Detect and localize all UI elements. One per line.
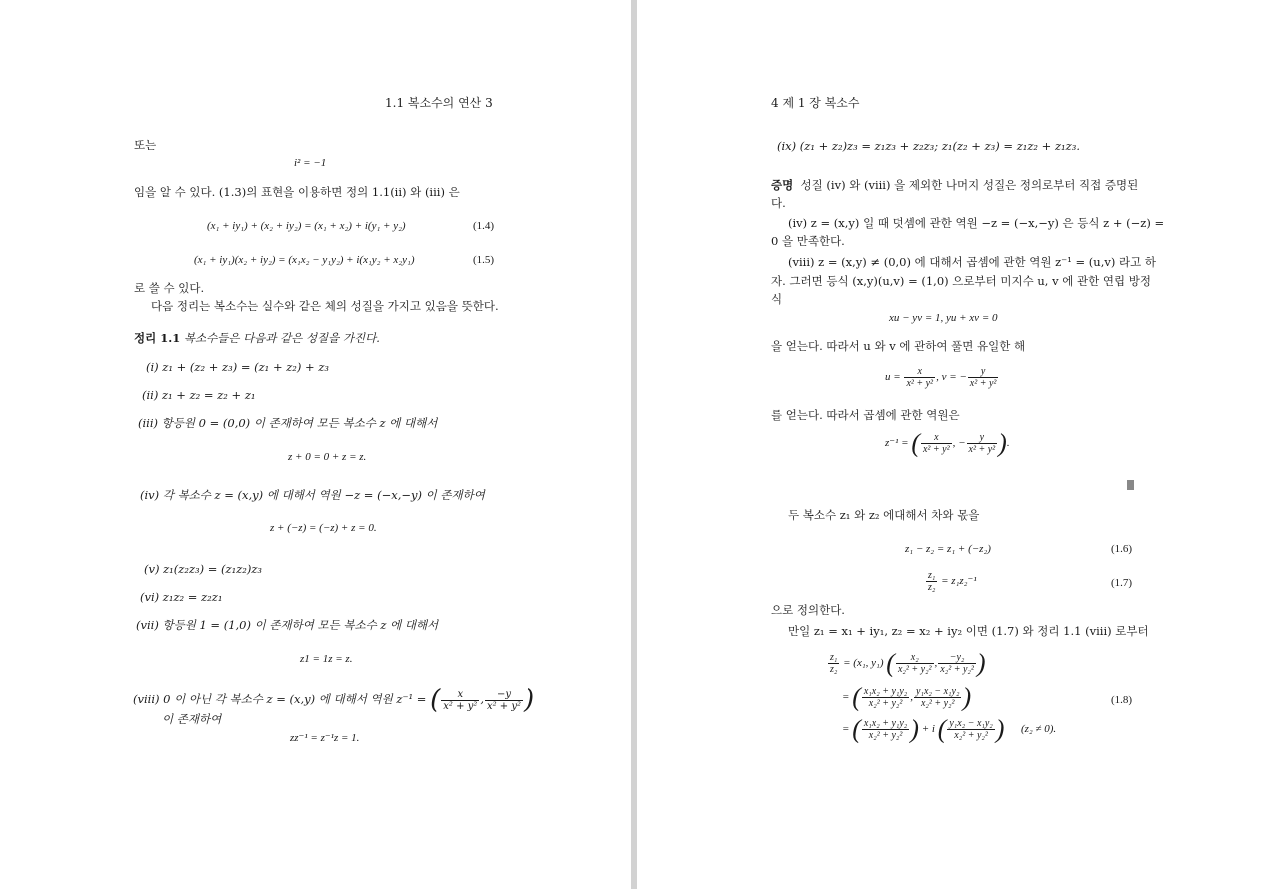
theorem-text: 복소수들은 다음과 같은 성질을 가진다. xyxy=(183,331,380,345)
numerator: y xyxy=(967,432,998,444)
denominator: x₂² + y₂² xyxy=(920,698,955,709)
text-line: 식 xyxy=(771,292,783,306)
equation-inverse: z⁻¹ = ( $\frac{x}{\text{x² + y²}}$ , − $\frac{y}{\text{x² + y²}}$ ). xyxy=(885,428,1010,458)
theorem-statement xyxy=(134,331,380,345)
theorem-label: 정리 1.1 xyxy=(134,331,181,345)
text-line: 다. xyxy=(771,196,786,210)
condition: (z₂ ≠ 0). xyxy=(1020,723,1057,736)
fraction xyxy=(485,689,523,712)
equation: z + 0 = 0 + z = z. xyxy=(288,451,367,463)
numerator: x xyxy=(904,366,935,378)
numerator: y₁x₂ − x₁y₂ xyxy=(949,718,993,729)
numerator: z₁ xyxy=(928,570,936,581)
equation-number: (1.4) xyxy=(473,220,495,232)
equation: xu − yv = 1, yu + xv = 0 xyxy=(889,312,998,324)
numerator: z₁ xyxy=(830,652,838,663)
numerator: −y₂ xyxy=(938,652,976,664)
equation-number: (1.5) xyxy=(473,254,495,266)
paren: ) xyxy=(998,428,1007,458)
equation-uv xyxy=(885,366,999,389)
text-line: 를 얻는다. 따라서 곱셈에 관한 역원은 xyxy=(771,408,960,422)
fraction xyxy=(862,718,909,741)
paren: ( xyxy=(852,714,861,744)
denominator: x² + y² xyxy=(486,700,522,712)
equation: z1 = 1z = z. xyxy=(300,653,353,665)
text-line: (viii) z = (x,y) ≠ (0,0) 에 대해서 곱셈에 관한 역원 z⁻¹ = (u,v) 라고 하 xyxy=(788,255,1156,269)
proof-line xyxy=(771,178,1138,192)
eq-part: u = xyxy=(885,371,901,384)
text-line: 임을 알 수 있다. (1.3)의 표현을 이용하면 정의 1.1(ii) 와 (iii) 은 xyxy=(134,185,460,199)
paren: ( xyxy=(852,682,861,712)
eq-part: = z₁z₂⁻¹ xyxy=(941,575,977,588)
paren: ) xyxy=(524,685,535,715)
property-item: (ix) (z₁ + z₂)z₃ = z₁z₃ + z₂z₃; z₁(z₂ + z₃) = z₁z₂ + z₁z₃. xyxy=(777,139,1080,153)
equation-1-6: z₁ − z₂ = z₁ + (−z₂) xyxy=(905,543,991,555)
running-header: 4 제 1 장 복소수 xyxy=(771,96,860,110)
eq-part: = (x₁, y₁) xyxy=(843,657,884,670)
property-item: (vii) 항등원 1 = (1,0) 이 존재하여 모든 복소수 z 에 대해서 xyxy=(136,618,439,632)
denominator: x² + y² xyxy=(443,700,478,712)
proof-label: 증명 xyxy=(771,178,794,192)
paren: ( xyxy=(886,648,895,678)
fraction xyxy=(441,689,479,712)
paren: ) xyxy=(962,682,972,712)
equation-1-8-line-2: = ( $\frac{\text{x₁x₂ + y₁y₂}}{\text{x₂² + y₂²}}$ , $\frac{\text{y₁x₂ − x₁y₂}}{\text{x₂² + y₂²}}$ ) xyxy=(842,682,972,712)
fraction xyxy=(828,652,839,675)
fraction xyxy=(967,432,998,455)
numerator: x xyxy=(921,432,952,444)
fraction xyxy=(947,718,994,741)
text-line: 로 쓸 수 있다. xyxy=(134,281,205,295)
text-line: 0 을 만족한다. xyxy=(771,234,845,248)
equation-1-8-line-3: = ( $\frac{\text{x₁x₂ + y₁y₂}}{\text{x₂² + y₂²}}$ ) + i ( $\frac{\text{y₁x₂ − x₁y₂}}{\text{x₂² + y₂²}}$ ) (z₂ ≠ 0). xyxy=(842,714,1057,744)
text-line: 다음 정리는 복소수는 실수와 같은 체의 성질을 가지고 있음을 뜻한다. xyxy=(151,299,499,313)
fraction xyxy=(921,432,952,455)
numerator: x xyxy=(441,689,479,701)
numerator: −y xyxy=(485,689,523,701)
property-item: (ii) z₁ + z₂ = z₂ + z₁ xyxy=(142,388,256,402)
text-line: 자. 그러면 등식 (x,y)(u,v) = (1,0) 으로부터 미지수 u, v 에 관한 연립 방정 xyxy=(771,274,1151,288)
text-line: 으로 정의한다. xyxy=(771,603,845,617)
numerator: y₁x₂ − x₁y₂ xyxy=(916,686,960,697)
denominator: x₂² + y₂² xyxy=(940,664,974,675)
equation: zz⁻¹ = z⁻¹z = 1. xyxy=(290,732,360,744)
equation-number: (1.7) xyxy=(1111,577,1133,589)
denominator: x² + y² xyxy=(969,378,997,389)
paren: ) xyxy=(995,714,1005,744)
left-page xyxy=(0,0,631,889)
fraction xyxy=(904,366,935,389)
eq-part: z⁻¹ = xyxy=(885,437,909,450)
fraction xyxy=(862,686,909,709)
equation: i² = −1 xyxy=(294,157,327,169)
equation-number: (1.8) xyxy=(1111,694,1133,706)
fraction xyxy=(938,652,976,675)
qed-mark xyxy=(1127,480,1134,490)
numerator: x₁x₂ + y₁y₂ xyxy=(863,686,908,697)
equation-1-4: (x₁ + iy₁) + (x₂ + iy₂) = (x₁ + x₂) + i(y₁ + y₂) xyxy=(207,220,406,232)
paren: ) xyxy=(910,714,919,744)
text-line: 두 복소수 z₁ 와 z₂ 에대해서 차와 몫을 xyxy=(788,508,980,522)
denominator: x₂² + y₂² xyxy=(868,698,903,709)
denominator: x₂² + y₂² xyxy=(868,730,903,741)
denominator: x₂² + y₂² xyxy=(897,664,932,675)
paren: ) xyxy=(976,648,986,678)
paren: ( xyxy=(430,685,441,715)
denominator: z₂ xyxy=(830,664,838,675)
fraction xyxy=(914,686,961,709)
property-item: (viii) 0 이 아닌 각 복소수 z = (x,y) 에 대해서 역원 z⁻¹ = ( $\frac{x}{\text{x² + y²}}$ , $\frac{-y}{\text{x² + y²}}$ ) xyxy=(133,685,535,715)
text-line: 만일 z₁ = x₁ + iy₁, z₂ = x₂ + iy₂ 이면 (1.7) 와 정리 1.1 (viii) 로부터 xyxy=(788,624,1149,638)
equation: z + (−z) = (−z) + z = 0. xyxy=(270,522,377,534)
fraction xyxy=(968,366,999,389)
property-item: (v) z₁(z₂z₃) = (z₁z₂)z₃ xyxy=(144,562,263,576)
right-page xyxy=(637,0,1266,889)
denominator: x₂² + y₂² xyxy=(954,730,988,741)
text-line: 을 얻는다. 따라서 u 와 v 에 관하여 풀면 유일한 해 xyxy=(771,339,1026,353)
numerator: x₂ xyxy=(896,652,934,664)
fraction xyxy=(926,570,937,593)
equation-1-8-line-1: $\frac{\text{z₁}}{\text{z₂}}$ = (x₁, y₁) ( $\frac{\text{x₂}}{\text{x₂² + y₂²}}$ , $\frac{\text{−y₂}}{\text{x₂² + y₂²}}$ ) xyxy=(830,648,986,678)
denominator: x² + y² xyxy=(968,444,996,455)
fraction xyxy=(896,652,934,675)
equation-number: (1.6) xyxy=(1111,543,1133,555)
property-item: (i) z₁ + (z₂ + z₃) = (z₁ + z₂) + z₃ xyxy=(146,360,330,374)
numerator: x₁x₂ + y₁y₂ xyxy=(863,718,908,729)
numerator: y xyxy=(968,366,999,378)
text-line: 이 존재하여 xyxy=(162,712,222,726)
property-text: (viii) 0 이 아닌 각 복소수 z = (x,y) 에 대해서 역원 z⁻¹ = xyxy=(133,692,427,706)
equation-1-7 xyxy=(925,570,977,593)
denominator: x² + y² xyxy=(922,444,950,455)
text-line: 또는 xyxy=(134,138,157,152)
proof-text: 성질 (iv) 와 (viii) 을 제외한 나머지 성질은 정의로부터 직접 증명된 xyxy=(800,178,1139,192)
property-item: (vi) z₁z₂ = z₂z₁ xyxy=(140,590,223,604)
equation-1-5: (x₁ + iy₁)(x₂ + iy₂) = (x₁x₂ − y₁y₂) + i(x₁y₂ + x₂y₁) xyxy=(194,254,415,266)
eq-part: , v = − xyxy=(936,371,967,384)
running-header: 1.1 복소수의 연산 3 xyxy=(385,96,493,110)
denominator: z₂ xyxy=(928,582,936,593)
paren: ( xyxy=(937,714,947,744)
text-line: (iv) z = (x,y) 일 때 덧셈에 관한 역원 −z = (−x,−y) 은 등식 z + (−z) = xyxy=(788,216,1165,230)
denominator: x² + y² xyxy=(906,378,934,389)
property-item: (iii) 항등원 0 = (0,0) 이 존재하여 모든 복소수 z 에 대해서 xyxy=(138,416,438,430)
property-item: (iv) 각 복소수 z = (x,y) 에 대해서 역원 −z = (−x,−y) 이 존재하여 xyxy=(140,488,485,502)
paren: ( xyxy=(911,428,920,458)
